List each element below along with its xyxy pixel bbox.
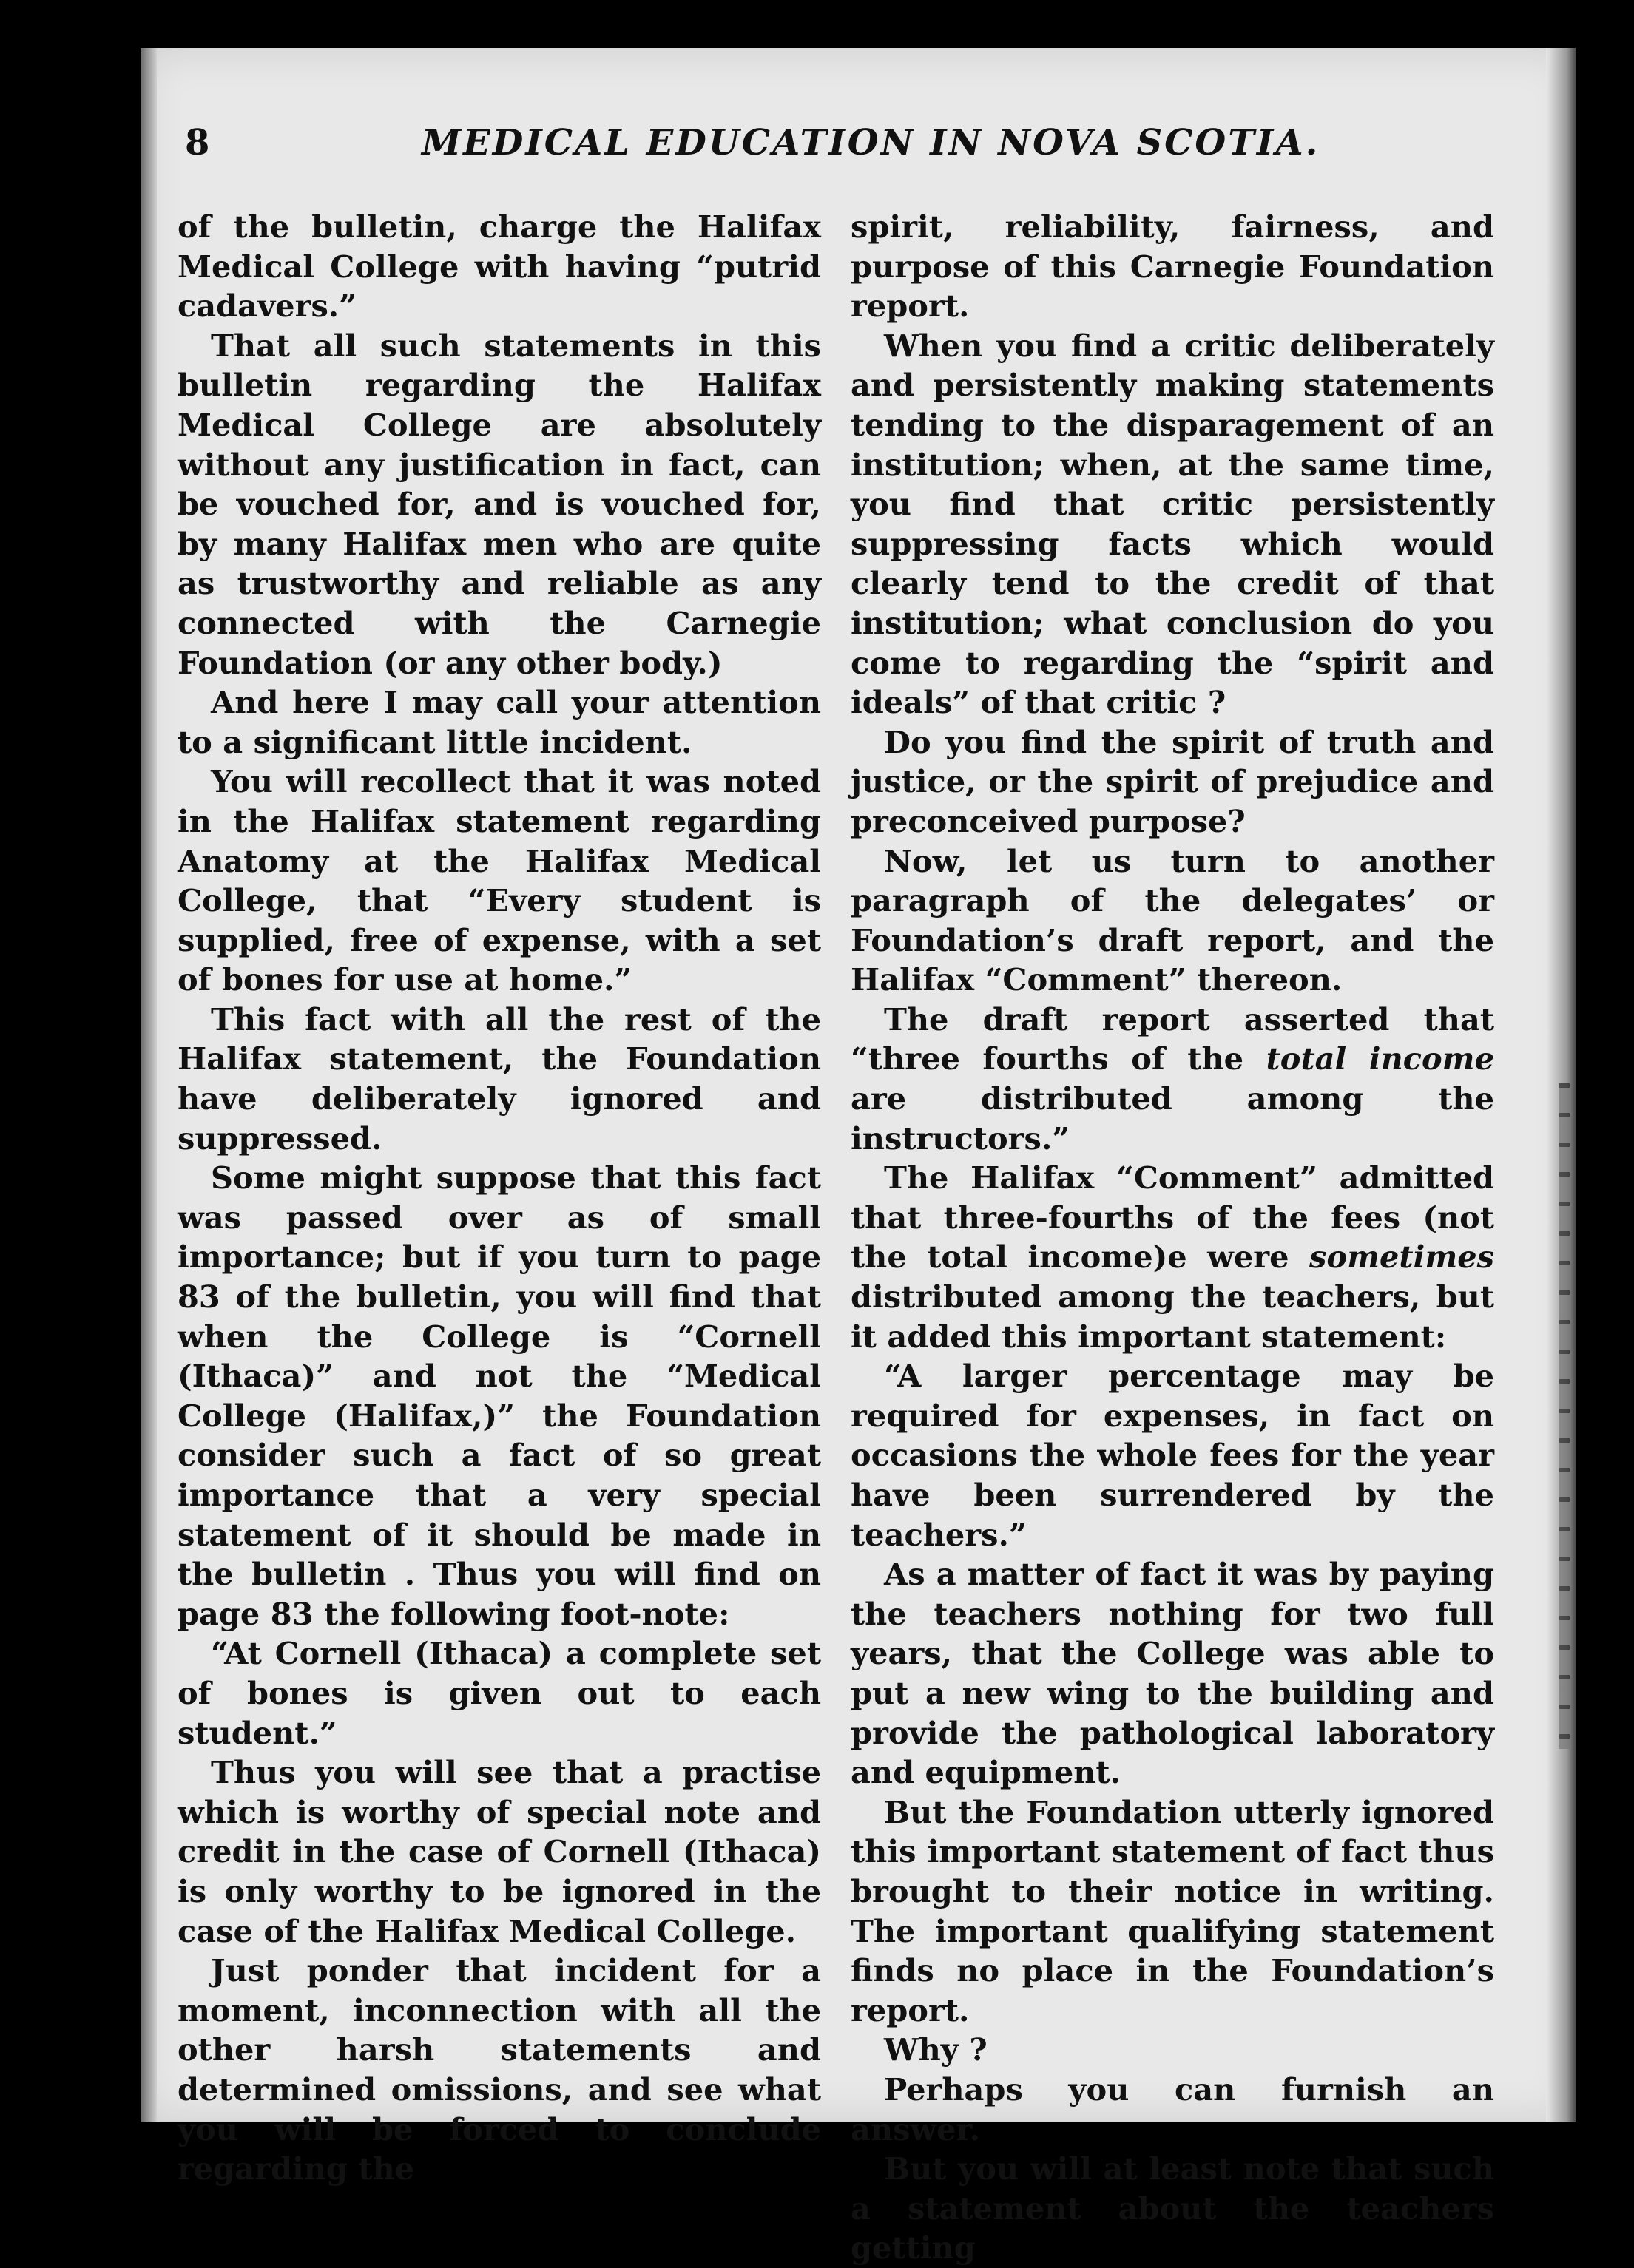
- right-paragraph-5: [851, 1000, 1494, 1158]
- right-paragraph-1: spirit, reliability, fairness, and purpose of this Carnegie Foundation report.: [851, 209, 1494, 325]
- document-page: [141, 48, 1576, 2267]
- right-paragraph-8: As a matter of fact it was by paying the teachers nothing for two full years, that the College was able to put a new wing to the building and provide the pathological laboratory and equipment.: [851, 1556, 1494, 1791]
- right-paragraph-4: Now, let us turn to another paragraph of the delegates’ or Foundation’s draft report, and the Halifax “Comment” thereon.: [851, 842, 1494, 998]
- right-paragraph-5-text-a: The draft report asserted that “three fourths of the: [851, 1001, 1494, 1077]
- running-title: MEDICAL EDUCATION IN NOVA SCOTIA.: [422, 122, 1320, 163]
- binding-marks: [1559, 1083, 1570, 1749]
- page-number: 8: [185, 122, 210, 163]
- left-column: [178, 207, 821, 2189]
- right-paragraph-6-text-b: distributed among the teachers, but it added this important statement:: [851, 1279, 1494, 1355]
- right-paragraph-7: “A larger percentage may be required for expenses, in fact on occasions the whole fees for the year have been surrendered by the teachers.”: [851, 1358, 1494, 1553]
- left-paragraph-3: And here I may call your attention to a significant little incident.: [178, 684, 821, 760]
- left-paragraph-9: Just ponder that incident for a moment, inconnection with all the other harsh statements and determined omissions, and see what you will be forced to conclude regarding the: [178, 1952, 821, 2187]
- left-paragraph-2: That all such statements in this bulletin regarding the Halifax Medical College are absolutely without any justification in fact, can be vouched for, and is vouched for, by many Halifax men who are quite as trustworthy and reliable as any connected with the Carnegie Foundation (or any other body.): [178, 327, 821, 681]
- page-left-edge: [141, 48, 157, 2122]
- right-paragraph-9: But the Foundation utterly ignored this important statement of fact thus brought to their notice in writing. The important qualifying statement finds no place in the Foundation’s report.: [851, 1793, 1494, 2028]
- left-paragraph-6: Some might suppose that this fact was passed over as of small importance; but if you turn to page 83 of the bulletin, you will find that when the College is “Cornell (Ithaca)” and not the “Medical College (Halifax,)” the Foundation consider such a fact of so great importance that a very special statement of it should be made in the bulletin . Thus you will find on page 83 the following foot-note:: [178, 1160, 821, 1632]
- right-paragraph-2: When you find a critic deliberately and persistently making statements tending to the disparagement of an institution; when, at the same time, you find that critic persistently suppressing facts which would clearly tend to the credit of that institution; what conclusion do you come to regarding the “spirit and ideals” of that critic ?: [851, 327, 1494, 721]
- right-paragraph-5-italic: total income: [1266, 1040, 1495, 1077]
- right-paragraph-6-text-a: The Halifax “Comment” admitted that three-fourths of the fees (not the total income)e were: [851, 1160, 1494, 1276]
- left-paragraph-4: You will recollect that it was noted in the Halifax statement regarding Anatomy at the Halifax Medical College, that “Every student is supplied, free of expense, with a set of bones for use at home.”: [178, 763, 821, 998]
- left-paragraph-7: “At Cornell (Ithaca) a complete set of bones is given out to each student.”: [178, 1635, 821, 1751]
- right-paragraph-11: Perhaps you can furnish an answer.: [851, 2071, 1494, 2147]
- left-paragraph-1: of the bulletin, charge the Halifax Medical College with having “putrid cadavers.”: [178, 209, 821, 325]
- right-paragraph-12: But you will at least note that such a statement about the teachers getting: [851, 2150, 1494, 2267]
- right-paragraph-3: Do you find the spirit of truth and justice, or the spirit of prejudice and preconceived purpose?: [851, 723, 1494, 839]
- page-header: [185, 122, 1398, 181]
- left-paragraph-8: Thus you will see that a practise which is worthy of special note and credit in the case of Cornell (Ithaca) is only worthy to be ignored in the case of the Halifax Medical College.: [178, 1754, 821, 1949]
- right-paragraph-6: [851, 1158, 1494, 1356]
- left-paragraph-5: This fact with all the rest of the Halifax statement, the Foundation have deliberately ignored and suppressed.: [178, 1001, 821, 1157]
- right-paragraph-5-text-b: are distributed among the instructors.”: [851, 1080, 1494, 1157]
- right-column: [851, 207, 1494, 2268]
- right-paragraph-10: Why ?: [884, 2031, 988, 2068]
- right-paragraph-6-italic: sometimes: [1309, 1239, 1495, 1276]
